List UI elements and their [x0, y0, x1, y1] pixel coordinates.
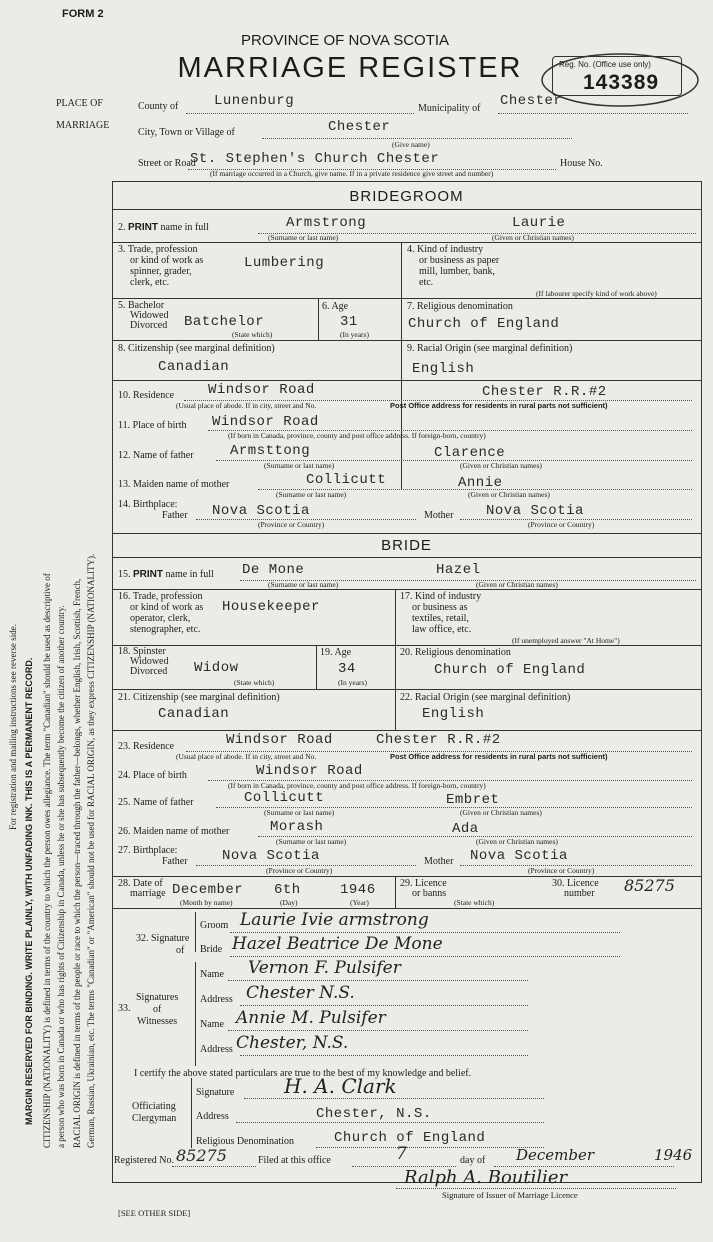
street-label: Street or Road [138, 158, 196, 169]
margin-racial-def-2: German, Russian, Ukrainian, etc. The terms "Canadian" or "American" should not be used for RACIAL ORIGIN, as they express CITIZENSHIP (NATIONALITY). [86, 553, 96, 1148]
reg-no-circle [540, 52, 700, 108]
groom-status: Batchelor [184, 314, 265, 330]
clergy-address: Chester, N.S. [316, 1106, 432, 1122]
bride-mother-surname: Morash [270, 819, 324, 835]
f32-l2: of [176, 945, 185, 956]
bride-father-surname-note: (Surname or last name) [264, 808, 335, 817]
street-value: St. Stephen's Church Chester [190, 151, 440, 167]
county-value: Lunenburg [214, 93, 295, 109]
bride-heading: BRIDE [381, 537, 432, 554]
groom-citizenship: Canadian [158, 359, 230, 375]
bride-mother-birthplace: Nova Scotia [470, 848, 568, 864]
f15-label: name in full [165, 569, 214, 580]
f6-label: 6. Age [322, 301, 349, 312]
f2-print: PRINT [128, 222, 158, 233]
bride-mother-given: Ada [452, 821, 479, 837]
f16-l4: stenographer, etc. [130, 624, 201, 635]
witness2-address: Chester, N.S. [236, 1033, 349, 1053]
f27-label: 27. Birthplace: [118, 845, 178, 856]
groom-religion: Church of England [408, 316, 560, 332]
bride-res-note-b: Post Office address for residents in rural parts not sufficient) [390, 752, 608, 761]
f7-label: 7. Religious denomination [407, 301, 513, 312]
bridegroom-heading: BRIDEGROOM [349, 188, 464, 205]
day-note: (Day) [280, 898, 298, 907]
page-title: MARRIAGE REGISTER [177, 52, 523, 84]
f16-l1: 16. Trade, profession [118, 591, 203, 602]
groom-mother-prov-note: (Province or Country) [528, 520, 595, 529]
groom-mother-surname-note: (Surname or last name) [276, 490, 347, 499]
groom-mother-given-note: (Given or Christian names) [468, 490, 550, 499]
off-l2: Clergyman [132, 1113, 177, 1124]
clergy-religion: Church of England [334, 1130, 486, 1146]
f32-l1: 32. Signature [136, 933, 190, 944]
bride-given: Hazel [436, 562, 481, 578]
f24-label: 24. Place of birth [118, 770, 187, 781]
place-of-label: PLACE OF [56, 98, 103, 109]
f17-l3: textiles, retail, [412, 613, 469, 624]
f22-label: 22. Racial Origin (see marginal definition) [400, 692, 571, 703]
groom-surname-note: (Surname or last name) [268, 233, 339, 242]
groom-father-given-note: (Given or Christian names) [460, 461, 542, 470]
off-l1: Officiating [132, 1101, 176, 1112]
bride-mother-given-note: (Given or Christian names) [476, 837, 558, 846]
groom-age: 31 [340, 314, 358, 330]
witness1-address: Chester N.S. [246, 983, 355, 1003]
f3-l2: or kind of work as [130, 255, 204, 266]
marriage-month: December [172, 882, 244, 898]
f4-l3: mill, lumber, bank, [419, 266, 495, 277]
f17-note: (If unemployed answer "At Home") [512, 636, 620, 645]
bride-father-birthplace: Nova Scotia [222, 848, 320, 864]
filed-label: Filed at this office [258, 1155, 331, 1166]
form-frame [112, 181, 702, 1183]
street-note: (If marriage occurred in a Church, give name. If in a private residence give street and number) [210, 169, 494, 178]
county-label: County of [138, 101, 179, 112]
day-of-label: day of [460, 1155, 486, 1166]
clergy-address-label: Address [196, 1111, 229, 1122]
see-other-side: [SEE OTHER SIDE] [118, 1208, 191, 1218]
groom-trade: Lumbering [244, 255, 325, 271]
clergy-signature: H. A. Clark [284, 1074, 397, 1098]
f14-label: 14. Birthplace: [118, 499, 178, 510]
f3-label: 3. Trade, profession [118, 244, 198, 255]
bride-father-prov-note: (Province or Country) [266, 866, 333, 875]
margin-citizenship-def: CITIZENSHIP (NATIONALITY) is defined in terms of the country to which the person owes allegiance. The term "Canadian" should be used as descriptive of [42, 573, 52, 1148]
f14-father-label: Father [162, 510, 188, 521]
clergy-signature-label: Signature [196, 1087, 235, 1098]
groom-given: Laurie [512, 215, 566, 231]
bride-status: Widow [194, 660, 239, 676]
groom-birth-note: (If born in Canada, province, county and post office address. If foreign-born, country) [228, 431, 486, 440]
clergy-religion-label: Religious Denomination [196, 1136, 295, 1147]
bride-father-surname: Collicutt [244, 790, 325, 806]
margin-racial-def: RACIAL ORIGIN is defined in terms of the people or race to which the person—traced through the father—belongs, whether English, Irish, Scottish, French, [72, 578, 82, 1148]
reg-no-value: 143389 [583, 71, 660, 94]
f29-l2: or banns [412, 888, 447, 899]
municipality-value: Chester [500, 93, 563, 109]
witness1-name: Vernon F. Pulsifer [248, 958, 401, 978]
form-number: FORM 2 [62, 8, 104, 20]
marriage-label: MARRIAGE [56, 120, 110, 131]
municipality-label: Municipality of [418, 103, 481, 114]
bride-mother-surname-note: (Surname or last name) [276, 837, 347, 846]
f25-label: 25. Name of father [118, 797, 194, 808]
f4-label: 4. Kind of industry [407, 244, 484, 255]
bride-birthplace: Windsor Road [256, 763, 363, 779]
witness2-name: Annie M. Pulsifer [236, 1008, 386, 1028]
w1-name-label: Name [200, 969, 224, 980]
filed-year: 1946 [654, 1146, 693, 1164]
witness-l3: Witnesses [137, 1016, 178, 1027]
f21-label: 21. Citizenship (see marginal definition) [118, 692, 280, 703]
city-label: City, Town or Village of [138, 127, 235, 138]
f13-label: 13. Maiden name of mother [118, 479, 230, 490]
groom-father-given: Clarence [434, 445, 506, 461]
bride-age: 34 [338, 661, 356, 677]
f18-l2: Widowed [130, 656, 169, 667]
f20-label: 20. Religious denomination [400, 647, 511, 658]
bride-in-years: (In years) [338, 678, 367, 687]
bride-citizenship: Canadian [158, 706, 230, 722]
groom-residence: Windsor Road [208, 382, 315, 398]
margin-citizenship-def-2: a person who was born in Canada or who has rights of Citizenship in Canada, unless he or she has subsequently become the citizen of another country. [56, 605, 66, 1148]
bride-surname: De Mone [242, 562, 305, 578]
f14-mother-label: Mother [424, 510, 454, 521]
filed-month: December [516, 1146, 595, 1164]
f5-l2: Widowed [130, 310, 169, 321]
f27-mother-label: Mother [424, 856, 454, 867]
f11-label: 11. Place of birth [118, 420, 187, 431]
groom-residence-2: Chester R.R.#2 [482, 384, 607, 400]
certify-text: I certify the above stated particulars are true to the best of my knowledge and belief. [134, 1068, 472, 1079]
f29-l1: 29. Licence [400, 878, 447, 889]
bride-mother-prov-note: (Province or Country) [528, 866, 595, 875]
witness-l2: of [152, 1004, 162, 1015]
bride-religion: Church of England [434, 662, 586, 678]
f2-num: 2. [118, 222, 126, 233]
groom-father-birthplace: Nova Scotia [212, 503, 310, 519]
house-no-label: House No. [560, 158, 603, 169]
f3-l4: clerk, etc. [130, 277, 170, 288]
f33-num: 33. [118, 1003, 131, 1014]
f27-father-label: Father [162, 856, 188, 867]
reg-no-label: Reg. No. (Office use only) [559, 60, 651, 69]
f8-label: 8. Citizenship (see marginal definition) [118, 343, 275, 354]
issuer-signature: Ralph A. Boutilier [404, 1167, 568, 1188]
groom-mother-given: Annie [458, 475, 503, 491]
f5-l3: Divorced [130, 320, 168, 331]
marriage-year: 1946 [340, 882, 376, 898]
bride-trade: Housekeeper [222, 599, 320, 615]
bride-birth-note: (If born in Canada, province, county and post office address. If foreign-born, country) [228, 781, 486, 790]
f17-l1: 17. Kind of industry [400, 591, 482, 602]
groom-father-prov-note: (Province or Country) [258, 520, 325, 529]
f2-label: name in full [160, 222, 209, 233]
f4-l2: or business as paper [419, 255, 500, 266]
groom-father-surname-note: (Surname or last name) [264, 461, 335, 470]
f23-label: 23. Residence [118, 741, 175, 752]
bride-residence: Windsor Road [226, 732, 333, 748]
f15-num: 15. [118, 569, 131, 580]
groom-surname: Armstrong [286, 215, 367, 231]
groom-signature: Laurie Ivie armstrong [240, 910, 429, 930]
f9-label: 9. Racial Origin (see marginal definition) [407, 343, 573, 354]
margin-binding-note: MARGIN RESERVED FOR BINDING. WRITE PLAINLY, WITH UNFADING INK. THIS IS A PERMANENT RECORD. [24, 657, 34, 1125]
f4-l4: etc. [419, 277, 434, 288]
w1-address-label: Address [200, 994, 233, 1005]
f18-l3: Divorced [130, 666, 168, 677]
bride-signature: Hazel Beatrice De Mone [232, 934, 443, 954]
city-value: Chester [328, 119, 391, 135]
give-name-note: (Give name) [392, 140, 430, 149]
bride-residence-2: Chester R.R.#2 [376, 732, 501, 748]
bride-given-note: (Given or Christian names) [476, 580, 558, 589]
f30-l1: 30. Licence [552, 878, 599, 889]
witness-l1: Signatures [136, 992, 179, 1003]
groom-father-surname: Armsttong [230, 443, 311, 459]
bride-surname-note: (Surname or last name) [268, 580, 339, 589]
margin-instructions: For registration and mailing instructions see reverse side. [8, 624, 18, 830]
bride-racial: English [422, 706, 485, 722]
groom-state-which: (State which) [232, 330, 273, 339]
marriage-day: 6th [274, 882, 301, 898]
filed-day: 7 [396, 1144, 407, 1164]
bride-sig-label: Bride [200, 944, 223, 955]
w2-address-label: Address [200, 1044, 233, 1055]
bride-res-note-a: (Usual place of abode. If in city, street and No. [176, 752, 317, 761]
f15-print: PRINT [133, 569, 163, 580]
groom-birthplace: Windsor Road [212, 414, 319, 430]
groom-sig-label: Groom [200, 920, 229, 931]
groom-res-note-a: (Usual place of abode. If in city, street and No. [176, 401, 317, 410]
f30-l2: number [564, 888, 595, 899]
issuer-label: Signature of Issuer of Marriage Licence [442, 1190, 578, 1200]
f16-l2: or kind of work as [130, 602, 204, 613]
groom-in-years: (In years) [340, 330, 369, 339]
f10-label: 10. Residence [118, 390, 175, 401]
licence-number: 85275 [624, 876, 675, 895]
f18-l1: 18. Spinster [118, 646, 166, 657]
groom-mother-surname: Collicutt [306, 472, 387, 488]
f19-label: 19. Age [320, 647, 352, 658]
groom-mother-birthplace: Nova Scotia [486, 503, 584, 519]
province-heading: PROVINCE OF NOVA SCOTIA [240, 32, 450, 49]
w2-name-label: Name [200, 1019, 224, 1030]
groom-given-note: (Given or Christian names) [492, 233, 574, 242]
registered-label: Registered No. [114, 1155, 174, 1166]
f16-l3: operator, clerk, [130, 613, 191, 624]
f3-l3: spinner, grader, [130, 266, 192, 277]
f28-l2: marriage [130, 888, 166, 899]
f5-l1: 5. Bachelor [118, 300, 165, 311]
f17-l4: law office, etc. [412, 624, 472, 635]
bride-state-which: (State which) [234, 678, 275, 687]
groom-racial: English [412, 361, 475, 377]
f26-label: 26. Maiden name of mother [118, 826, 230, 837]
licence-state-which: (State which) [454, 898, 495, 907]
groom-res-note-b: Post Office address for residents in rural parts not sufficient) [390, 401, 608, 410]
bride-father-given-note: (Given or Christian names) [460, 808, 542, 817]
f4-note: (If labourer specify kind of work above) [536, 289, 657, 298]
f17-l2: or business as [412, 602, 468, 613]
bride-father-given: Embret [446, 792, 500, 808]
month-note: (Month by name) [180, 898, 233, 907]
f28-l1: 28. Date of [118, 878, 163, 889]
registered-number: 85275 [176, 1146, 227, 1165]
year-note: (Year) [350, 898, 369, 907]
f12-label: 12. Name of father [118, 450, 194, 461]
